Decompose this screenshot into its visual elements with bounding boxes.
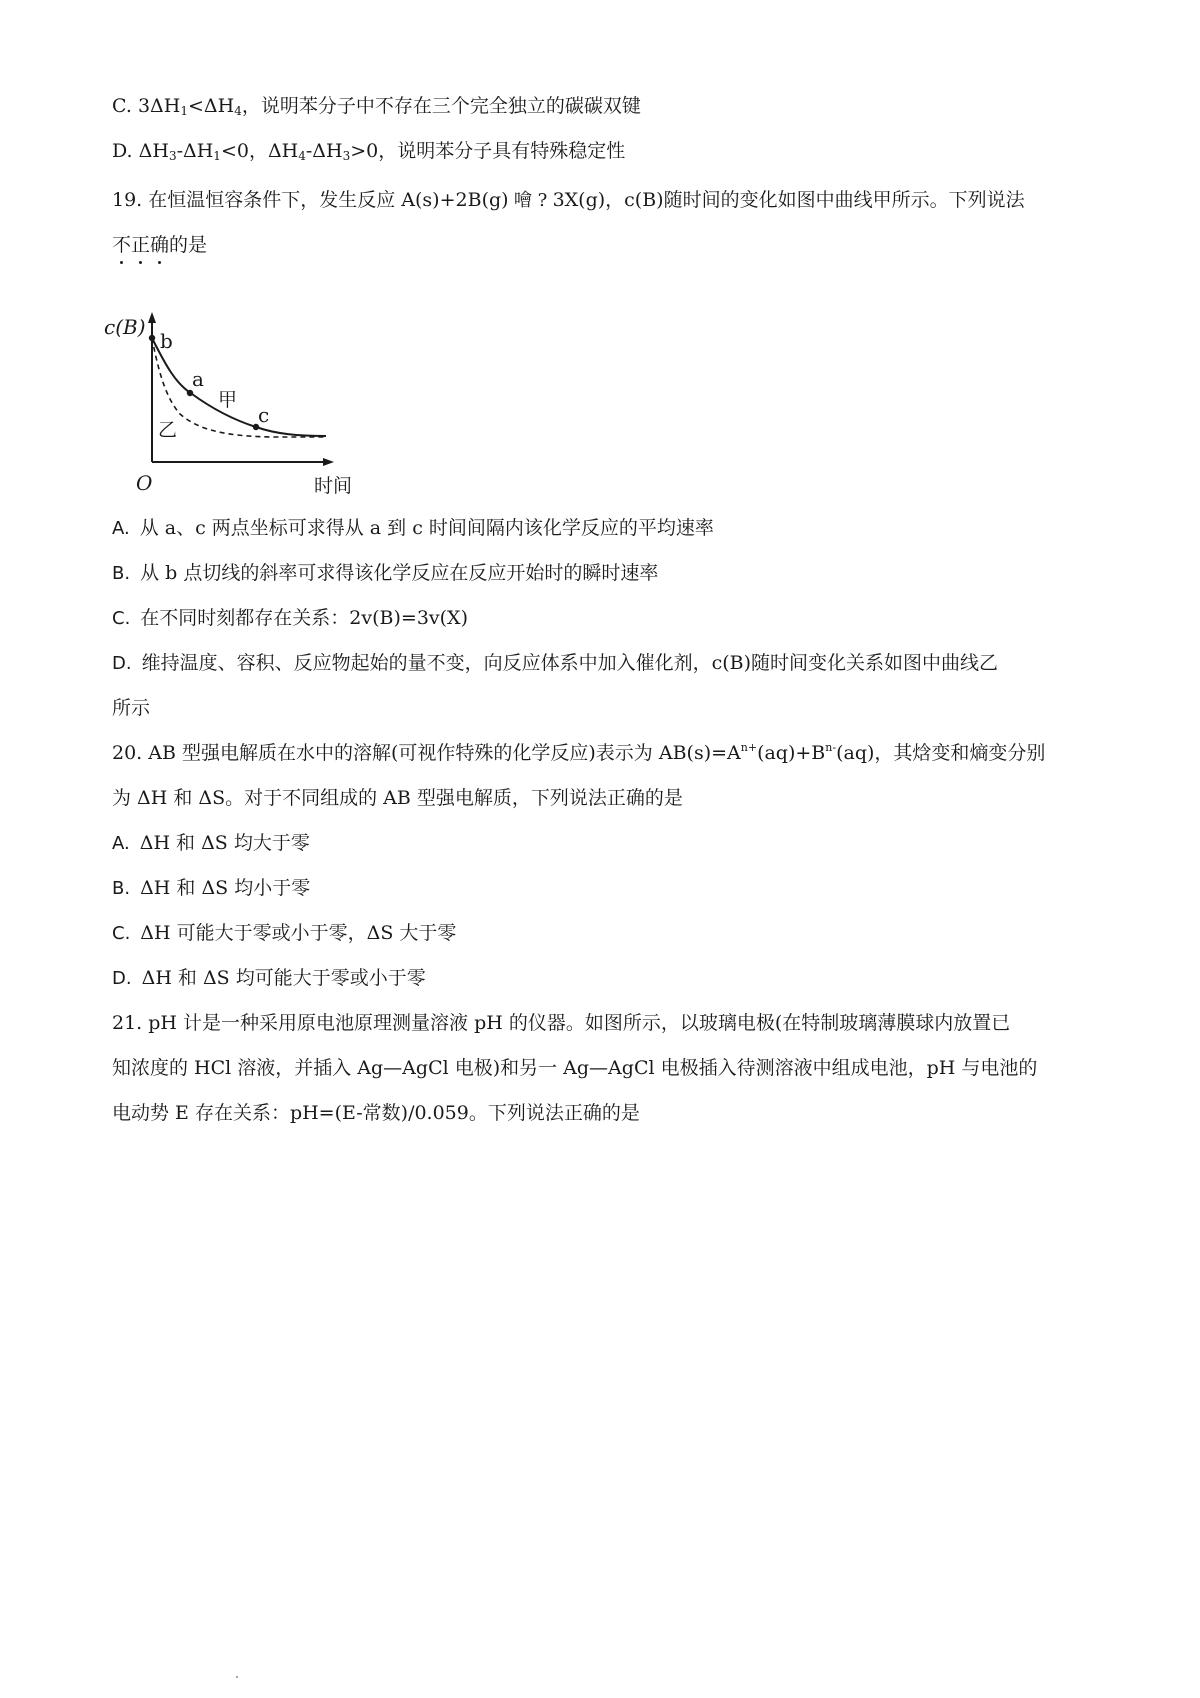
- curve-yi-label: 乙: [158, 419, 178, 441]
- option-label: B.: [112, 563, 131, 584]
- curve-jia: [152, 338, 326, 436]
- y-axis-label: c(B): [104, 315, 146, 339]
- text: 的是: [169, 234, 208, 256]
- option-label: A.: [112, 833, 130, 854]
- point-b-label: b: [160, 329, 173, 353]
- text: C. 3ΔH: [112, 95, 181, 117]
- text: -ΔH: [176, 140, 214, 162]
- subscript: 4: [234, 104, 242, 118]
- question-21-stem-2: [112, 1056, 1037, 1080]
- text: (aq)，其焓变和熵变分别: [836, 742, 1046, 764]
- text: D. ΔH: [112, 140, 169, 162]
- q20-option-b: [112, 876, 310, 901]
- text: >0，说明苯分子具有特殊稳定性: [350, 140, 626, 162]
- y-axis-arrow: [148, 312, 156, 323]
- emphasis-char: 正: [131, 234, 151, 256]
- question-20-stem-2: [112, 786, 683, 810]
- subscript: 1: [180, 104, 188, 118]
- q19-option-d-cont: [112, 696, 150, 720]
- concentration-time-figure: [100, 310, 370, 500]
- text: 21. pH 计是一种采用原电池原理测量溶液 pH 的仪器。如图所示，以玻璃电极(在特制玻璃薄膜球内放置已: [112, 1012, 1011, 1034]
- option-d-benzene: [112, 139, 625, 163]
- q20-option-c: [112, 921, 456, 946]
- superscript: n+: [740, 741, 758, 754]
- emphasis-char: 确: [150, 234, 170, 256]
- q20-option-a: [112, 831, 310, 856]
- text: 知浓度的 HCl 溶液，并插入 Ag—AgCl 电极)和另一 Ag—AgCl 电极插入待测溶液中组成电池，pH 与电池的: [112, 1057, 1038, 1079]
- q19-option-a: [112, 516, 714, 541]
- superscript: n-: [825, 741, 837, 754]
- text: ，说明苯分子中不存在三个完全独立的碳碳双键: [241, 95, 641, 117]
- question-21-stem-3: [112, 1101, 640, 1125]
- point-b-marker: [149, 335, 155, 341]
- point-c-label: c: [258, 403, 270, 427]
- option-text: ΔH 和 ΔS 均可能大于零或小于零: [141, 967, 426, 989]
- subscript: 4: [298, 149, 306, 163]
- page-mark: [236, 1676, 238, 1678]
- text: <0，ΔH: [220, 140, 299, 162]
- option-text: ΔH 和 ΔS 均小于零: [140, 877, 311, 899]
- q19-option-b: [112, 561, 658, 586]
- curve-yi: [152, 338, 324, 437]
- text: (aq)+B: [757, 742, 826, 764]
- equilibrium-symbol: 噲 ?: [513, 190, 548, 211]
- option-label: C.: [112, 608, 131, 629]
- x-axis-arrow: [323, 458, 334, 466]
- question-21-stem: [112, 1011, 1010, 1035]
- text: 3X(g)，c(B)随时间的变化如图中曲线甲所示。下列说法: [552, 189, 1025, 211]
- option-label: B.: [112, 878, 131, 899]
- option-text: 从 b 点切线的斜率可求得该化学反应在反应开始时的瞬时速率: [140, 562, 659, 584]
- question-19-stem: [112, 188, 1025, 213]
- option-text: 维持温度、容积、反应物起始的量不变，向反应体系中加入催化剂，c(B)随时间变化关系如图中曲线乙: [141, 652, 999, 674]
- option-text: 从 a、c 两点坐标可求得从 a 到 c 时间间隔内该化学反应的平均速率: [139, 517, 714, 539]
- text: -ΔH: [305, 140, 343, 162]
- origin-label: O: [136, 471, 153, 495]
- q19-option-c: [112, 606, 468, 631]
- text: 为 ΔH 和 ΔS。对于不同组成的 AB 型强电解质，下列说法正确的是: [112, 787, 683, 809]
- text: 20. AB 型强电解质在水中的溶解(可视作特殊的化学反应)表示为 AB(s)=A: [112, 742, 741, 764]
- text: 19. 在恒温恒容条件下，发生反应 A(s)+2B(g): [112, 189, 509, 211]
- question-19-stem-2: [112, 233, 207, 257]
- option-text: ΔH 可能大于零或小于零，ΔS 大于零: [140, 922, 457, 944]
- text: <ΔH: [187, 95, 235, 117]
- point-a-label: a: [192, 367, 204, 391]
- curve-jia-label: 甲: [218, 389, 238, 411]
- option-label: D.: [112, 968, 132, 989]
- subscript: 3: [168, 149, 177, 163]
- option-text: 在不同时刻都存在关系：2v(B)=3v(X): [140, 607, 469, 629]
- option-text: ΔH 和 ΔS 均大于零: [139, 832, 310, 854]
- emphasis-char: 不: [112, 234, 132, 256]
- q19-option-d: [112, 651, 998, 676]
- x-axis-label: 时间: [314, 475, 353, 497]
- q20-option-d: [112, 966, 426, 991]
- option-label: A.: [112, 518, 130, 539]
- text: 电动势 E 存在关系：pH=(E-常数)/0.059。下列说法正确的是: [112, 1102, 640, 1124]
- option-c-benzene: [112, 94, 641, 118]
- option-label: D.: [112, 653, 132, 674]
- option-label: C.: [112, 923, 131, 944]
- option-text: 所示: [112, 697, 151, 719]
- subscript: 3: [342, 149, 351, 163]
- question-20-stem: [112, 741, 1045, 765]
- subscript: 1: [213, 149, 221, 163]
